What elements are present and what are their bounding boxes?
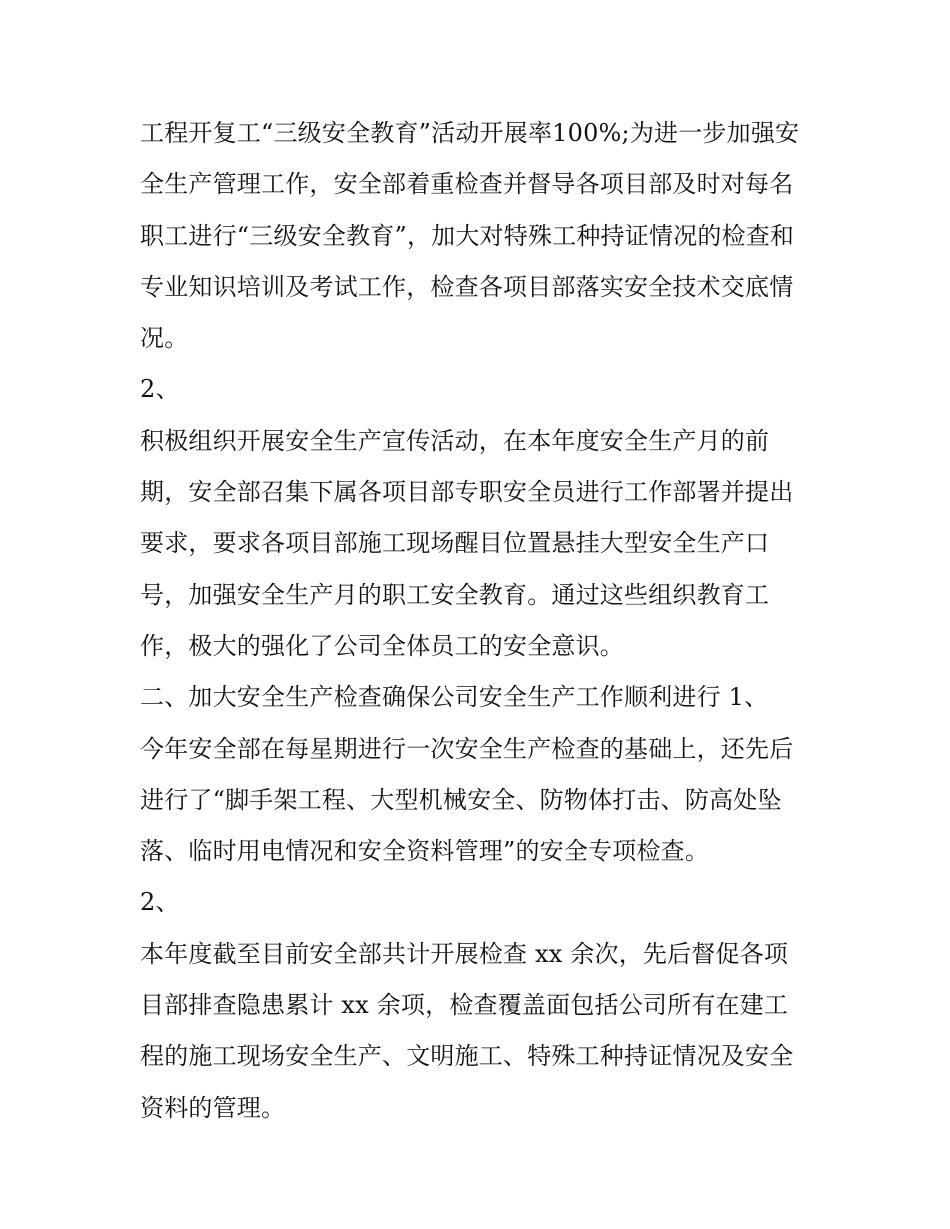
list-number: 2、	[140, 375, 180, 404]
text-line: 目部排查隐患累计 xx 余项，检查覆盖面包括公司所有在建工	[140, 991, 789, 1020]
document-body	[140, 108, 820, 1134]
text-line: 期，安全部召集下属各项目部专职安全员进行工作部署并提出	[140, 478, 794, 507]
text-line: 积极组织开展安全生产宣传活动，在本年度安全生产月的前	[140, 426, 770, 455]
text-line: 工程开复工“三级安全教育”活动开展率100%;为进一步加强安	[140, 119, 800, 147]
list-number: 2、	[140, 888, 180, 917]
text-line: 程的施工现场安全生产、文明施工、特殊工种持证情况及安全	[140, 1042, 794, 1071]
text-line: 今年安全部在每星期进行一次安全生产检查的基础上，还先后	[140, 734, 794, 763]
text-line: 本年度截至目前安全部共计开展检查 xx 余次，先后督促各项	[140, 939, 789, 968]
section-heading: 二、加大安全生产检查确保公司安全生产工作顺利进行 1、	[140, 683, 769, 712]
text-line: 进行了“脚手架工程、大型机械安全、防物体打击、防高处坠	[140, 785, 782, 814]
text-line: 号，加强安全生产月的职工安全教育。通过这些组织教育工	[140, 580, 770, 609]
text-line: 专业知识培训及考试工作，检查各项目部落实安全技术交底情	[140, 272, 794, 301]
text-line: 落、临时用电情况和安全资料管理”的安全专项检查。	[140, 837, 710, 866]
text-line: 全生产管理工作，安全部着重检查并督导各项目部及时对每名	[140, 170, 794, 199]
text-line: 职工进行“三级安全教育”，加大对特殊工种持证情况的检查和	[140, 221, 795, 250]
text-line: 资料的管理。	[140, 1093, 286, 1122]
text-line: 要求，要求各项目部施工现场醒目位置悬挂大型安全生产口	[140, 529, 770, 558]
text-line: 况。	[140, 324, 189, 353]
text-line: 作，极大的强化了公司全体员工的安全意识。	[140, 631, 624, 660]
